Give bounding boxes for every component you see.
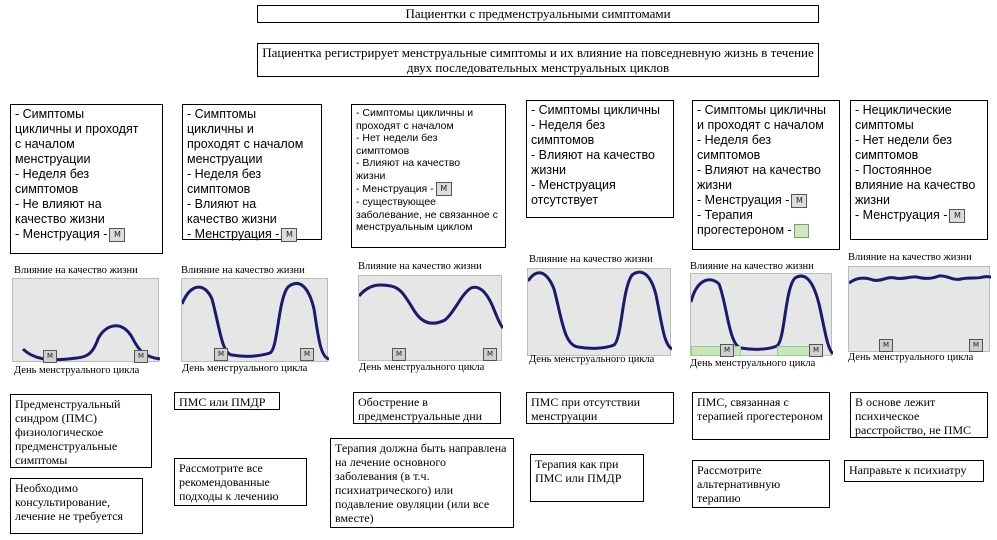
chart-ylabel-5: Влияние на качество жизни bbox=[690, 261, 814, 272]
menstruation-marker: M bbox=[392, 348, 406, 361]
chart-ylabel-1: Влияние на качество жизни bbox=[14, 265, 138, 276]
action-box-4: Терапия как при ПМС или ПМДР bbox=[530, 454, 644, 502]
menstruation-marker: M bbox=[879, 339, 893, 352]
menstruation-icon: M bbox=[949, 209, 965, 223]
chart-xlabel-5: День менструального цикла bbox=[690, 358, 816, 369]
chart-ylabel-6: Влияние на качество жизни bbox=[848, 252, 972, 263]
diagnosis-box-5: ПМС, связанная с терапией прогестероном bbox=[692, 392, 830, 440]
menstruation-marker: M bbox=[43, 350, 57, 363]
action-box-5: Рассмотрите альтернативную терапию bbox=[692, 460, 830, 508]
chart-xlabel-3: День менструального цикла bbox=[359, 362, 485, 373]
menstruation-marker: M bbox=[969, 339, 983, 352]
menstruation-marker: M bbox=[483, 348, 497, 361]
action-box-3: Терапия должна быть направлена на лечение основного заболевания (в т.ч. психиатрического) или подавление овуляции (или все вместе) bbox=[330, 438, 514, 528]
symptom-box-6: - Нециклические симптомы - Нет недели без симптомов - Постоянное влияние на качество жизни - Менструация - M bbox=[850, 100, 988, 240]
page-title-box bbox=[257, 5, 819, 23]
chart-2 bbox=[181, 278, 328, 362]
action-box-2: Рассмотрите все рекомендованные подходы к лечению bbox=[174, 458, 307, 506]
menstruation-marker: M bbox=[134, 350, 148, 363]
chart-6 bbox=[848, 266, 990, 352]
menstruation-marker: M bbox=[214, 348, 228, 361]
chart-ylabel-2: Влияние на качество жизни bbox=[181, 265, 305, 276]
instruction-text: Пациентка регистрирует менструальные симптомы и их влияние на повседневную жизнь в течение двух последовательных менструальных циклов bbox=[262, 45, 814, 75]
diagnosis-box-3: Обострение в предменструальные дни bbox=[353, 392, 501, 424]
action-box-6: Направьте к психиатру bbox=[844, 460, 984, 482]
chart-1 bbox=[12, 278, 159, 362]
chart-xlabel-6: День менструального цикла bbox=[848, 352, 974, 363]
symptom-box-4: - Симптомы цикличны - Неделя без симптомов - Влияют на качество жизни - Менструация отсутствует bbox=[526, 100, 674, 218]
curve-4 bbox=[528, 269, 672, 357]
progesterone-icon bbox=[794, 224, 809, 238]
diagnosis-box-1: Предменструальный синдром (ПМС) физиологическое предменструальные симптомы bbox=[10, 394, 152, 468]
chart-ylabel-4: Влияние на качество жизни bbox=[529, 254, 653, 265]
chart-xlabel-2: День менструального цикла bbox=[182, 363, 308, 374]
chart-5 bbox=[690, 273, 832, 356]
diagnosis-box-6: В основе лежит психическое расстройство, не ПМС bbox=[850, 392, 988, 438]
instruction-box bbox=[257, 43, 819, 77]
menstruation-icon: M bbox=[791, 194, 807, 208]
action-box-1: Необходимо консультирование, лечение не требуется bbox=[10, 478, 143, 534]
menstruation-marker: M bbox=[300, 348, 314, 361]
chart-xlabel-1: День менструального цикла bbox=[14, 365, 140, 376]
page-title: Пациентки с предменструальными симптомами bbox=[405, 6, 671, 21]
curve-3 bbox=[359, 276, 503, 362]
chart-ylabel-3: Влияние на качество жизни bbox=[358, 261, 482, 272]
menstruation-icon: M bbox=[281, 228, 297, 242]
symptom-box-1: - Симптомы цикличны и проходят с началом менструации - Неделя без симптомов - Не влияют на качество жизни - Менструация - M bbox=[10, 104, 163, 254]
menstruation-marker: M bbox=[720, 344, 734, 357]
menstruation-icon: M bbox=[109, 228, 125, 242]
symptom-box-2: - Симптомы цикличны и проходят с началом менструации - Неделя без симптомов - Влияют на качество жизни - Менструация - M bbox=[182, 104, 322, 240]
symptom-box-5: - Симптомы цикличны и проходят с началом - Неделя без симптомов - Влияют на качество жизни - Менструация - M - Терапия прогестероном - bbox=[692, 100, 840, 250]
diagnosis-box-4: ПМС при отсутствии менструации bbox=[526, 392, 674, 424]
diagnosis-box-2: ПМС или ПМДР bbox=[174, 392, 280, 410]
symptom-box-3: - Симптомы цикличны и проходят с началом - Нет недели без симптомов - Влияют на качество жизни - Менструация - M - существующее заболевание, не связанное с менструальным циклом bbox=[351, 104, 506, 248]
menstruation-icon: M bbox=[436, 182, 452, 196]
menstruation-marker: M bbox=[809, 344, 823, 357]
chart-3 bbox=[358, 275, 502, 361]
chart-xlabel-4: День менструального цикла bbox=[529, 354, 655, 365]
chart-4 bbox=[527, 268, 671, 356]
